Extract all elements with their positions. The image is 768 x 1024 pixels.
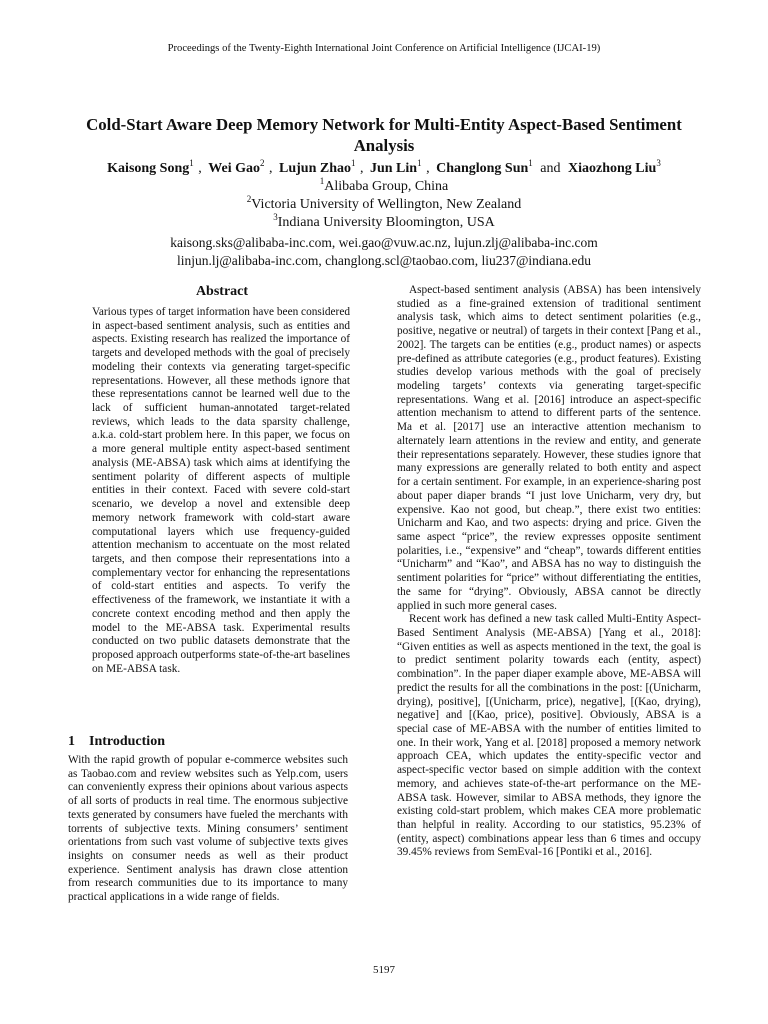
affiliation-marker: 2 — [246, 194, 252, 204]
author-affiliation-marker: 2 — [260, 158, 265, 168]
affiliation-3 — [0, 214, 768, 232]
affiliation-text: Alibaba Group, China — [324, 179, 449, 194]
body-paragraph: Recent work has defined a new task called Multi-Entity Aspect-Based Sentiment Analysis (ME-ABSA) [Yang et al., 2018]: “Given entities as well as aspects mentioned in the text, the goal is to predict sentiment polarity towards each (entity, aspect) combination”. In the paper diaper example above, ME-ABSA will predict the results for all the combinations in the post: [(Unicharm, drying), positive], [(Unicharm, price), negative], [(Kao, drying), negative] and [(Kao, price), positive]. Obviously, ABSA is a special case of ME-ABSA with the number of entities limited to one. In their work, Yang et al. [2018] proposed a memory network approach CEA, which updates the entity-specific vector and aspect-specific vector based on simple addition with the context memory, and achieves state-of-the-art performance on the ME-ABSA task. However, similar to ABSA methods, they ignore the existing cold-start problem, which makes CEA more problematic than helpful in reality. According to our statistics, 95.23% of (entity, aspect) combinations appear less than 6 times and occupy 39.45% reviews from SemEval-16 [Pontiki et al., 2016]. — [397, 613, 701, 859]
author-list — [0, 160, 768, 178]
author-separator: , — [194, 161, 206, 176]
email-list — [0, 234, 768, 269]
section-heading-introduction — [68, 734, 368, 750]
section-title: Introduction — [89, 734, 165, 749]
introduction-text: With the rapid growth of popular e-commerce websites such as Taobao.com and review websites such as Yelp.com, users can conveniently express their opinions about various aspects of all sorts of products in real time. The enormous subjective texts generated by consumers have fueled the merchants with torrents of subjective texts. Mining consumers’ sentiment orientations from such vast volume of subjective texts gives insights on consumer needs as well as their product experience. Sentiment analysis has drawn close attention from research communities due to its importance to many practical applications in a wide range of fields. — [68, 754, 348, 904]
email-line: linjun.lj@alibaba-inc.com, changlong.scl@taobao.com, liu237@indiana.edu — [176, 252, 592, 268]
author-name: Wei Gao — [208, 161, 260, 176]
affiliation-2 — [0, 196, 768, 214]
author-separator: , — [422, 161, 434, 176]
right-column — [397, 284, 701, 860]
abstract-heading: Abstract — [195, 284, 249, 299]
author-conjunction: and — [536, 161, 565, 176]
body-paragraph: Aspect-based sentiment analysis (ABSA) has been intensively studied as a fine-grained extension of traditional sentiment analysis task, which aims to detect sentiment polarities (e.g., positive, negative or neutral) of targets in their context [Pang et al., 2002]. The targets can be entities (e.g., product names) or aspects pre-defined as attribute categories (e.g., product features). Existing studies develop various methods with the goal of precisely modeling targets’ contexts via generating target-specific representations. Wang et al. [2016] introduce an aspect-specific attention mechanism to attend to different parts of the sentence. Ma et al. [2017] use an interactive attention mechanism to alternately learn attentions in the review and entity, and generate their representations separately. However, these studies ignore that many expressions are generally related to both entity and aspect for a certain sentiment. For example, in an experience-sharing post about paper diaper brands “I just love Unicharm, very dry, but expensive. Kao not good, but cheap.”, there exist two entities: Unicharm and Kao, and two aspects: drying and price. Given the same aspect “price”, the review expresses opposite sentiment polarities, i.e., “expensive” and “cheap”, towards different entities “Unicharm” and “Kao”, and ABSA has no way to distinguish the sentiment polarities for “price” without differentiating the entities, the same for “drying”. Obviously, ABSA cannot be directly applied in such more general cases. — [397, 284, 701, 612]
email-line: kaisong.sks@alibaba-inc.com, wei.gao@vuw.ac.nz, lujun.zlj@alibaba-inc.com — [170, 235, 598, 250]
author-separator: , — [265, 161, 276, 176]
author-name: Xiaozhong Liu — [568, 161, 657, 176]
author-separator: , — [356, 161, 367, 176]
section-number: 1 — [68, 734, 75, 749]
affiliation-text: Indiana University Bloomington, USA — [277, 215, 495, 230]
author-affiliation-marker: 1 — [528, 158, 533, 168]
author-affiliation-marker: 3 — [656, 158, 661, 168]
author-name: Kaisong Song — [107, 161, 190, 176]
running-head: Proceedings of the Twenty-Eighth International Joint Conference on Artificial Intelligence (IJCAI-19) — [167, 43, 601, 54]
author-name: Jun Lin — [369, 161, 418, 176]
author-affiliation-marker: 1 — [350, 158, 356, 168]
author-affiliation-marker: 1 — [417, 158, 422, 168]
affiliation-marker: 3 — [273, 212, 278, 222]
paper-title: Cold-Start Aware Deep Memory Network for Multi-Entity Aspect-Based Sentiment Analysis — [86, 115, 682, 155]
page-number: 5197 — [373, 964, 395, 976]
author-name: Changlong Sun — [436, 161, 529, 176]
abstract-text: Various types of target information have been considered in aspect-based sentiment analysis, such as entities and aspects. Existing research has realized the importance of targets and developed methods with the goal of precisely modeling their contexts via generating target-specific representations. However, all these methods ignore that these representations cannot be learned well due to the lack of sufficient human-annotated target-related reviews, which leads to the data sparsity challenge, a.k.a. cold-start problem here. In this paper, we focus on a more general multiple entity aspect-based sentiment analysis (ME-ABSA) task which aims at identifying the sentiment polarity of different aspects of multiple entities in their context. Faced with severe cold-start scenario, we develop a novel and extensible deep memory network framework with cold-start aware computational layers which use frequency-guided attention mechanism to accentuate on the most related targets, and then compose their representations into a complementary vector for enhancing the representations of cold-start entities and aspects. To verify the effectiveness of the framework, we instantiate it with a concrete context encoding method and then apply the model to the ME-ABSA task. Experimental results conducted on two public datasets demonstrate that the proposed approach outperforms state-of-the-art baselines on ME-ABSA task. — [92, 306, 350, 675]
affiliation-marker: 1 — [319, 176, 325, 186]
affiliation-1 — [0, 178, 768, 196]
author-affiliation-marker: 1 — [189, 158, 194, 168]
author-name: Lujun Zhao — [279, 161, 351, 176]
affiliation-text: Victoria University of Wellington, New Zealand — [251, 197, 522, 212]
